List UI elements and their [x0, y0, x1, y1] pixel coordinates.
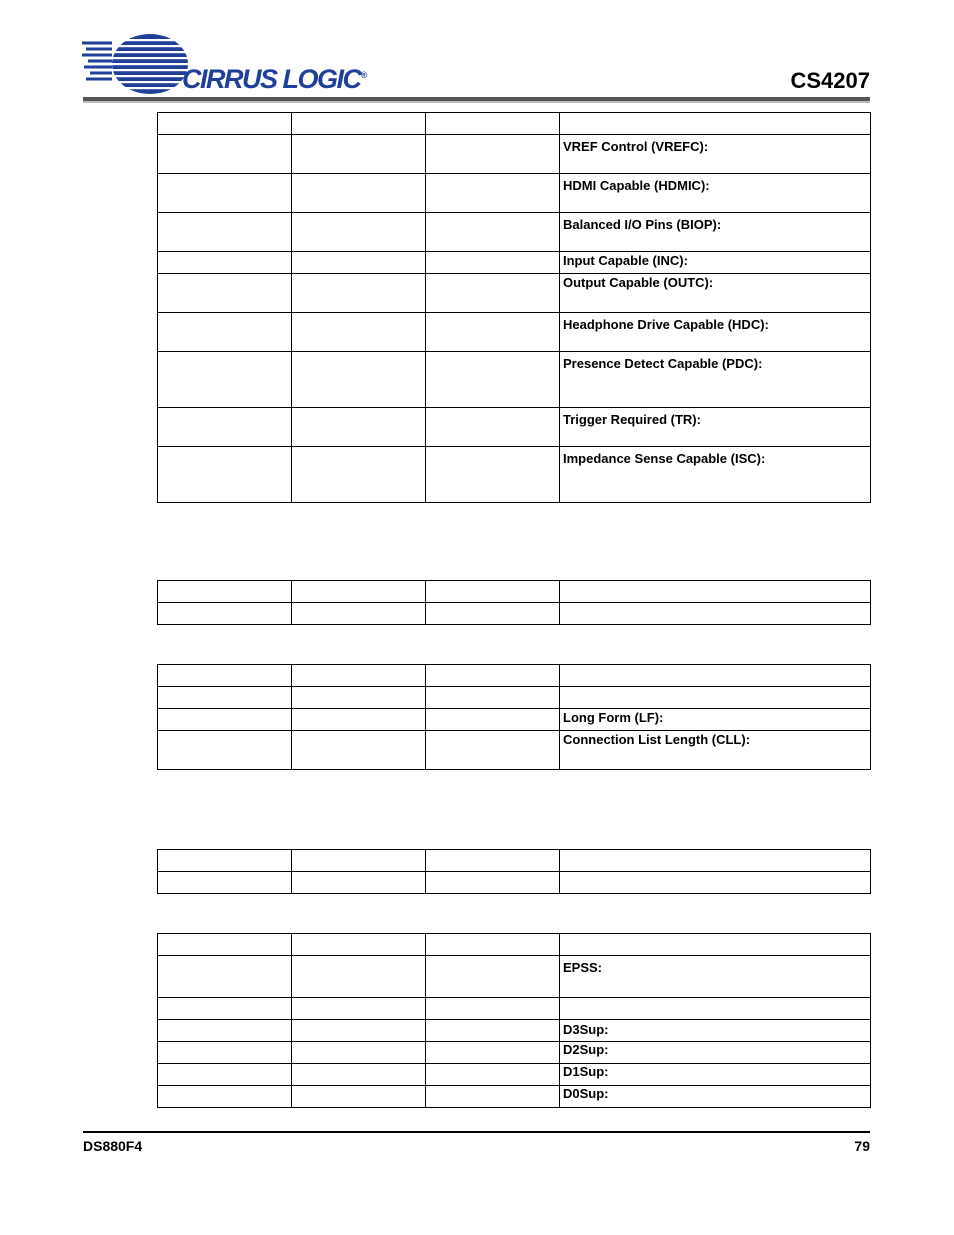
table-row — [158, 174, 871, 213]
page-number: 79 — [854, 1138, 870, 1154]
field-description: Connection List Length (CLL): — [563, 732, 751, 747]
register-table-4 — [157, 849, 871, 894]
field-description: D3Sup: — [563, 1022, 609, 1037]
field-description — [560, 113, 871, 135]
table-row — [158, 687, 871, 709]
table-row — [158, 1042, 871, 1064]
table-row — [158, 135, 871, 174]
document-id: DS880F4 — [83, 1138, 143, 1154]
field-description — [560, 581, 871, 603]
table-row — [158, 731, 871, 770]
table-row — [158, 934, 871, 956]
field-description: EPSS: — [563, 960, 603, 975]
table-row — [158, 274, 871, 313]
table-row — [158, 1086, 871, 1108]
header-rule-shadow — [83, 101, 870, 103]
register-table-1 — [157, 112, 871, 503]
table-row — [158, 1020, 871, 1042]
table-row — [158, 998, 871, 1020]
table-row — [158, 213, 871, 252]
field-description: D1Sup: — [563, 1064, 609, 1079]
field-description: Output Capable (OUTC): — [563, 275, 714, 290]
field-description: D0Sup: — [563, 1086, 609, 1101]
table-row — [158, 603, 871, 625]
table-row — [158, 447, 871, 503]
field-description: VREF Control (VREFC): — [563, 139, 709, 154]
field-description — [560, 687, 871, 709]
field-description: Presence Detect Capable (PDC): — [563, 356, 763, 371]
register-table-2 — [157, 580, 871, 625]
table-row — [158, 872, 871, 894]
field-description — [560, 850, 871, 872]
table-row — [158, 956, 871, 998]
field-description: D2Sup: — [563, 1042, 609, 1057]
field-description — [560, 934, 871, 956]
field-description — [560, 998, 871, 1020]
field-description — [560, 872, 871, 894]
footer-rule — [83, 1131, 870, 1133]
table-row — [158, 1064, 871, 1086]
table-row — [158, 581, 871, 603]
logo-registered-mark: ® — [360, 70, 368, 80]
logo-wordmark: CIRRUS LOGIC® — [182, 64, 368, 94]
table-row — [158, 665, 871, 687]
table-row — [158, 709, 871, 731]
field-description: Headphone Drive Capable (HDC): — [563, 317, 769, 332]
field-description: Trigger Required (TR): — [563, 412, 701, 427]
field-description: HDMI Capable (HDMIC): — [563, 178, 710, 193]
field-description — [560, 603, 871, 625]
table-row — [158, 113, 871, 135]
field-description: Balanced I/O Pins (BIOP): — [563, 217, 722, 232]
table-row — [158, 252, 871, 274]
table-row — [158, 352, 871, 408]
field-description: Input Capable (INC): — [563, 253, 688, 268]
field-description: Impedance Sense Capable (ISC): — [563, 451, 766, 466]
field-description — [560, 665, 871, 687]
register-table-5 — [157, 933, 871, 1108]
table-row — [158, 850, 871, 872]
register-table-3 — [157, 664, 871, 770]
field-description: Long Form (LF): — [563, 710, 664, 725]
document-title: CS4207 — [790, 68, 870, 93]
table-row — [158, 313, 871, 352]
table-row — [158, 408, 871, 447]
